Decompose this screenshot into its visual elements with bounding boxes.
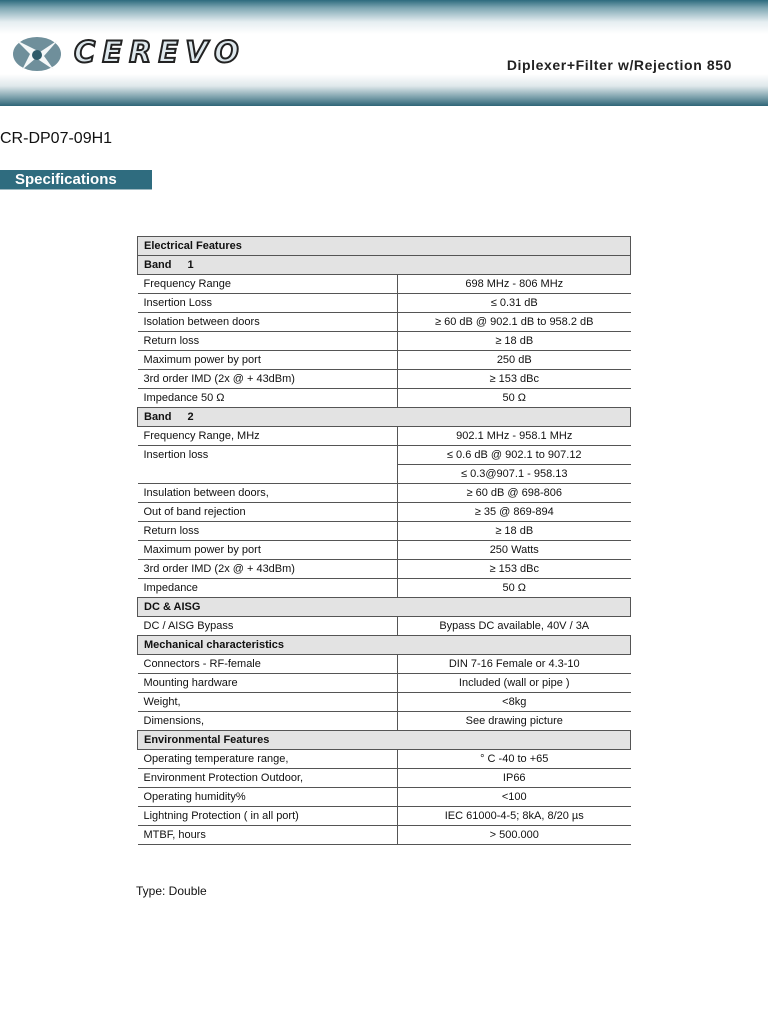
dc-aisg-heading: DC & AISG bbox=[138, 598, 631, 617]
specifications-heading: Specifications bbox=[0, 170, 152, 190]
row-value: <100 bbox=[398, 788, 631, 807]
specifications-table bbox=[137, 236, 631, 845]
row-label: MTBF, hours bbox=[138, 826, 398, 845]
table-row bbox=[138, 769, 631, 788]
row-value: See drawing picture bbox=[398, 712, 631, 731]
row-label: Impedance 50 Ω bbox=[138, 389, 398, 408]
row-value: DIN 7-16 Female or 4.3-10 bbox=[398, 655, 631, 674]
table-row bbox=[138, 674, 631, 693]
row-value: 698 MHz - 806 MHz bbox=[398, 275, 631, 294]
row-value: 250 Watts bbox=[398, 541, 631, 560]
table-row bbox=[138, 313, 631, 332]
row-label: Return loss bbox=[138, 332, 398, 351]
row-label: Dimensions, bbox=[138, 712, 398, 731]
band1-heading: Band 1 bbox=[138, 256, 631, 275]
row-label: Weight, bbox=[138, 693, 398, 712]
row-label: 3rd order IMD (2x @ + 43dBm) bbox=[138, 370, 398, 389]
row-label: Frequency Range, MHz bbox=[138, 427, 398, 446]
table-row bbox=[138, 294, 631, 313]
table-section-header bbox=[138, 636, 631, 655]
logo-emblem-icon bbox=[12, 36, 66, 72]
row-value: ≥ 60 dB @ 698-806 bbox=[398, 484, 631, 503]
row-label: Operating humidity% bbox=[138, 788, 398, 807]
row-value: ≥ 35 @ 869-894 bbox=[398, 503, 631, 522]
table-row bbox=[138, 560, 631, 579]
table-row bbox=[138, 693, 631, 712]
table-row bbox=[138, 522, 631, 541]
company-logo bbox=[12, 36, 262, 72]
table-section-header bbox=[138, 408, 631, 427]
row-label: Insertion Loss bbox=[138, 294, 398, 313]
row-label: Operating temperature range, bbox=[138, 750, 398, 769]
environmental-heading: Environmental Features bbox=[138, 731, 631, 750]
header-banner bbox=[0, 0, 768, 106]
row-value: 250 dB bbox=[398, 351, 631, 370]
row-value: ≤ 0.31 dB bbox=[398, 294, 631, 313]
row-value: ≥ 153 dBc bbox=[398, 560, 631, 579]
row-label: Maximum power by port bbox=[138, 351, 398, 370]
table-row bbox=[138, 750, 631, 769]
row-value: IP66 bbox=[398, 769, 631, 788]
table-row bbox=[138, 446, 631, 465]
row-value: ≤ 0.6 dB @ 902.1 to 907.12 bbox=[398, 446, 631, 465]
mechanical-heading: Mechanical characteristics bbox=[138, 636, 631, 655]
row-label: Insulation between doors, bbox=[138, 484, 398, 503]
row-value: > 500.000 bbox=[398, 826, 631, 845]
row-value: 902.1 MHz - 958.1 MHz bbox=[398, 427, 631, 446]
table-row bbox=[138, 807, 631, 826]
table-row bbox=[138, 503, 631, 522]
row-value: ≥ 18 dB bbox=[398, 522, 631, 541]
row-value: ° C -40 to +65 bbox=[398, 750, 631, 769]
row-value: ≥ 18 dB bbox=[398, 332, 631, 351]
table-row bbox=[138, 788, 631, 807]
logo-wordmark: CEREVO bbox=[74, 35, 246, 69]
row-label: Lightning Protection ( in all port) bbox=[138, 807, 398, 826]
table-row bbox=[138, 655, 631, 674]
type-note: Type: Double bbox=[136, 884, 207, 898]
table-row bbox=[138, 465, 631, 484]
table-row bbox=[138, 351, 631, 370]
row-label-empty bbox=[138, 465, 398, 484]
row-label: Return loss bbox=[138, 522, 398, 541]
document-title: Diplexer+Filter w/Rejection 850 bbox=[506, 57, 732, 73]
row-value: ≤ 0.3@907.1 - 958.13 bbox=[398, 465, 631, 484]
table-section-header bbox=[138, 256, 631, 275]
row-label: Frequency Range bbox=[138, 275, 398, 294]
table-row bbox=[138, 579, 631, 598]
row-label: 3rd order IMD (2x @ + 43dBm) bbox=[138, 560, 398, 579]
table-section-header bbox=[138, 598, 631, 617]
row-label: Maximum power by port bbox=[138, 541, 398, 560]
table-row bbox=[138, 712, 631, 731]
row-value: Bypass DC available, 40V / 3A bbox=[398, 617, 631, 636]
row-label: Impedance bbox=[138, 579, 398, 598]
row-value: ≥ 60 dB @ 902.1 dB to 958.2 dB bbox=[398, 313, 631, 332]
row-label: Mounting hardware bbox=[138, 674, 398, 693]
table-row bbox=[138, 389, 631, 408]
row-label: Isolation between doors bbox=[138, 313, 398, 332]
row-label: Environment Protection Outdoor, bbox=[138, 769, 398, 788]
row-value: ≥ 153 dBc bbox=[398, 370, 631, 389]
row-label: Insertion loss bbox=[138, 446, 398, 465]
table-row bbox=[138, 332, 631, 351]
table-row bbox=[138, 826, 631, 845]
table-row bbox=[138, 617, 631, 636]
table-section-header bbox=[138, 731, 631, 750]
table-row bbox=[138, 275, 631, 294]
band2-heading: Band 2 bbox=[138, 408, 631, 427]
table-row bbox=[138, 427, 631, 446]
table-section-header bbox=[138, 237, 631, 256]
row-value: <8kg bbox=[398, 693, 631, 712]
row-label: Out of band rejection bbox=[138, 503, 398, 522]
model-number: CR-DP07-09H1 bbox=[0, 130, 113, 147]
row-value: 50 Ω bbox=[398, 389, 631, 408]
table-row bbox=[138, 484, 631, 503]
row-label: Connectors - RF-female bbox=[138, 655, 398, 674]
table-row bbox=[138, 370, 631, 389]
row-value: IEC 61000-4-5; 8kA, 8/20 µs bbox=[398, 807, 631, 826]
table-row bbox=[138, 541, 631, 560]
row-label: DC / AISG Bypass bbox=[138, 617, 398, 636]
row-value: 50 Ω bbox=[398, 579, 631, 598]
row-value: Included (wall or pipe ) bbox=[398, 674, 631, 693]
table-title: Electrical Features bbox=[138, 237, 631, 256]
